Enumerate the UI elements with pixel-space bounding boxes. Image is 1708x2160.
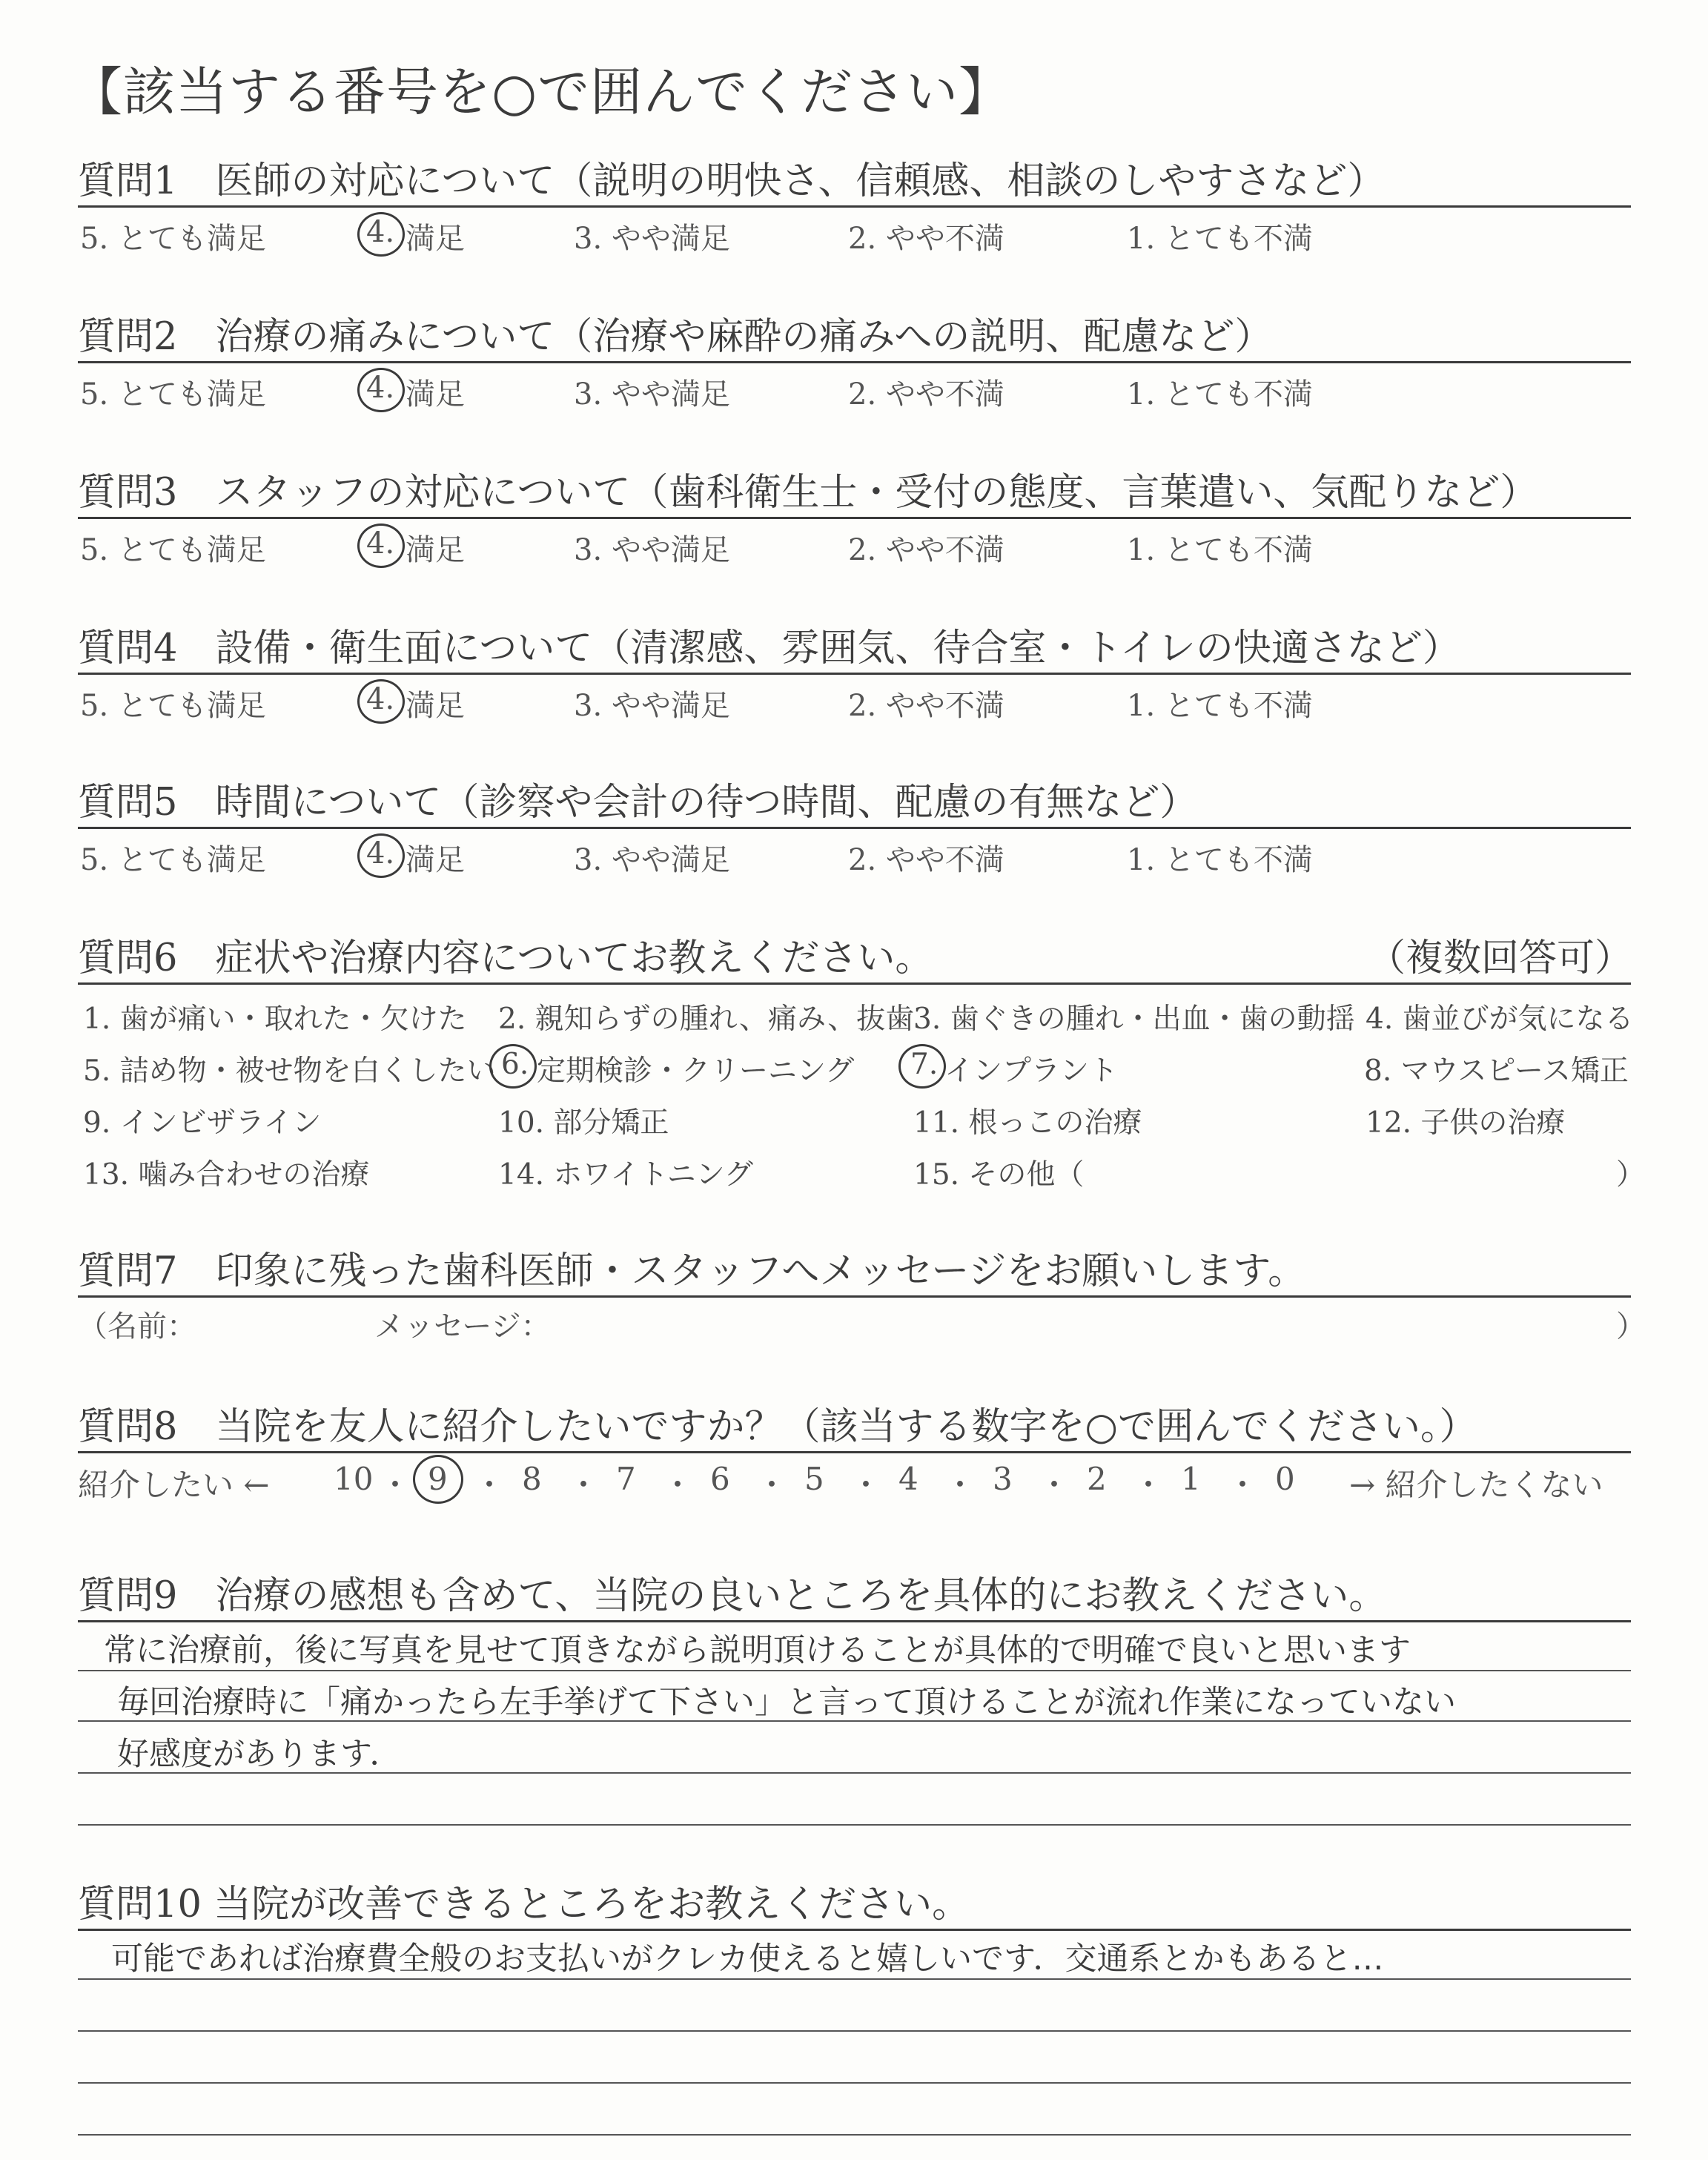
q8-scale-number-7[interactable]: 7	[616, 1461, 636, 1497]
q10-line	[78, 2030, 1631, 2032]
question-4-title: 質問4 設備・衛生面について（清潔感、雰囲気、待合室・トイレの快適さなど）	[78, 627, 1460, 670]
question-3-title: 質問3 スタッフの対応について（歯科衛生士・受付の態度、言葉遣い、気配りなど）	[78, 471, 1538, 515]
q8-scale-separator: ・	[1133, 1467, 1165, 1503]
q8-scale-separator: ・	[662, 1467, 694, 1503]
q10-answer-line-1[interactable]: 可能であれば治療費全般のお支払いがクレカ使えると嬉しいです．交通系とかもあると…	[111, 1941, 1384, 1978]
q6-item-2[interactable]: 2. 親知らずの腫れ、痛み、抜歯	[498, 1003, 915, 1036]
option-4-number[interactable]: 4.	[366, 682, 395, 716]
q9-answer-line-2[interactable]: 毎回治療時に「痛かったら左手挙げて下さい」と言って頂けることが流れ作業になっていない	[117, 1684, 1456, 1721]
selected-rating-circle-mark	[357, 212, 405, 257]
q6-item-7-label[interactable]: インプラント	[944, 1054, 1119, 1088]
q6-item-4[interactable]: 4. 歯並びが気になる	[1366, 1003, 1634, 1036]
q8-scale-separator: ・	[568, 1467, 600, 1503]
question-10-rule	[78, 1929, 1631, 1931]
question-3-rule	[78, 517, 1631, 519]
q8-scale-number-10[interactable]: 10	[334, 1461, 374, 1497]
option-3-somewhat-satisfied[interactable]: 3. やや満足	[574, 222, 730, 256]
q6-item-7-number[interactable]: 7.	[910, 1048, 939, 1081]
selected-rating-circle-mark	[357, 524, 405, 568]
q8-scale-separator: ・	[380, 1467, 411, 1503]
q8-scale-separator: ・	[756, 1467, 788, 1503]
option-5-very-satisfied[interactable]: 5. とても満足	[80, 377, 266, 412]
question-7-rule	[78, 1295, 1631, 1298]
q6-item-6-circle-mark	[489, 1044, 537, 1089]
selected-rating-circle-mark	[357, 679, 405, 724]
option-1-very-dissatisfied[interactable]: 1. とても不満	[1127, 843, 1313, 877]
option-4-number[interactable]: 4.	[366, 526, 395, 561]
option-3-somewhat-satisfied[interactable]: 3. やや満足	[574, 843, 730, 877]
option-2-somewhat-dissatisfied[interactable]: 2. やや不満	[848, 222, 1004, 256]
option-5-very-satisfied[interactable]: 5. とても満足	[80, 222, 266, 256]
q6-item-10[interactable]: 10. 部分矯正	[498, 1106, 669, 1140]
question-6-title: 質問6 症状や治療内容についてお教えください。	[78, 937, 933, 980]
q8-scale-number-2[interactable]: 2	[1087, 1461, 1107, 1497]
option-4-number[interactable]: 4.	[366, 371, 395, 405]
q8-scale-right-label: → 紹介したくない	[1349, 1467, 1603, 1503]
option-4-satisfied[interactable]: 満足	[406, 689, 465, 723]
option-2-somewhat-dissatisfied[interactable]: 2. やや不満	[848, 533, 1004, 567]
option-1-very-dissatisfied[interactable]: 1. とても不満	[1127, 377, 1313, 412]
q6-item-8[interactable]: 8. マウスピース矯正	[1364, 1054, 1629, 1088]
question-9-title: 質問9 治療の感想も含めて、当院の良いところを具体的にお教えください。	[78, 1574, 1387, 1618]
option-3-somewhat-satisfied[interactable]: 3. やや満足	[574, 533, 730, 567]
q6-item-14[interactable]: 14. ホワイトニング	[498, 1158, 753, 1192]
option-1-very-dissatisfied[interactable]: 1. とても不満	[1127, 533, 1313, 567]
q8-scale-number-3[interactable]: 3	[993, 1461, 1013, 1497]
q8-scale-number-0[interactable]: 0	[1275, 1461, 1295, 1497]
option-1-very-dissatisfied[interactable]: 1. とても不満	[1127, 222, 1313, 256]
option-2-somewhat-dissatisfied[interactable]: 2. やや不満	[848, 377, 1004, 412]
q6-item-15-close: ）	[1616, 1158, 1646, 1192]
q6-item-12[interactable]: 12. 子供の治療	[1366, 1106, 1566, 1140]
q8-scale-separator: ・	[1039, 1467, 1070, 1503]
question-9-rule	[78, 1620, 1631, 1622]
option-2-somewhat-dissatisfied[interactable]: 2. やや不満	[848, 689, 1004, 723]
q6-item-11[interactable]: 11. 根っこの治療	[913, 1106, 1142, 1140]
question-4-rule	[78, 673, 1631, 675]
q8-scale-number-1[interactable]: 1	[1181, 1461, 1201, 1497]
question-1-title: 質問1 医師の対応について（説明の明快さ、信頼感、相談のしやすさなど）	[78, 159, 1386, 203]
q10-line	[78, 2134, 1631, 2136]
q8-scale-number-5[interactable]: 5	[804, 1461, 824, 1497]
question-5-rule	[78, 827, 1631, 829]
q8-scale-left-label: 紹介したい ←	[78, 1467, 270, 1503]
q8-scale-separator: ・	[1227, 1467, 1259, 1503]
option-4-satisfied[interactable]: 満足	[406, 843, 465, 877]
q7-message-label: メッセージ：	[374, 1309, 551, 1344]
question-5-title: 質問5 時間について（診察や会計の待つ時間、配慮の有無など）	[78, 781, 1198, 825]
q6-item-1[interactable]: 1. 歯が痛い・取れた・欠けた	[83, 1003, 467, 1036]
q8-selected-circle-mark	[413, 1455, 463, 1504]
q6-item-6-number[interactable]: 6.	[501, 1048, 529, 1081]
option-3-somewhat-satisfied[interactable]: 3. やや満足	[574, 377, 730, 412]
q6-item-9[interactable]: 9. インビザライン	[83, 1106, 322, 1140]
option-5-very-satisfied[interactable]: 5. とても満足	[80, 843, 266, 877]
q9-answer-line-1[interactable]: 常に治療前，後に写真を見せて頂きながら説明頂けることが具体的で明確で良いと思います	[104, 1632, 1411, 1669]
q6-item-5[interactable]: 5. 詰め物・被せ物を白くしたい	[83, 1054, 496, 1088]
option-1-very-dissatisfied[interactable]: 1. とても不満	[1127, 689, 1313, 723]
q8-scale-separator: ・	[474, 1467, 506, 1503]
q6-item-3[interactable]: 3. 歯ぐきの腫れ・出血・歯の動揺	[913, 1003, 1355, 1036]
question-8-rule	[78, 1451, 1631, 1453]
option-4-number[interactable]: 4.	[366, 836, 395, 871]
q6-item-15[interactable]: 15. その他（	[913, 1158, 1085, 1192]
q8-scale-number-8[interactable]: 8	[522, 1461, 542, 1497]
form-header: 【該当する番号を○で囲んでください】	[70, 62, 1012, 122]
question-10-title: 質問10 当院が改善できるところをお教えください。	[78, 1883, 970, 1926]
q9-answer-line-3[interactable]: 好感度があります．	[117, 1736, 402, 1773]
q7-close: ）	[1616, 1309, 1646, 1344]
option-4-satisfied[interactable]: 満足	[406, 533, 465, 567]
question-2-rule	[78, 361, 1631, 363]
q8-scale-separator: ・	[850, 1467, 882, 1503]
q9-line	[78, 1824, 1631, 1826]
question-7-title: 質問7 印象に残った歯科医師・スタッフへメッセージをお願いします。	[78, 1249, 1306, 1293]
selected-rating-circle-mark	[357, 368, 405, 412]
option-3-somewhat-satisfied[interactable]: 3. やや満足	[574, 689, 730, 723]
q6-item-6-label[interactable]: 定期検診・クリーニング	[537, 1054, 855, 1088]
question-1-rule	[78, 205, 1631, 208]
q8-scale-separator: ・	[944, 1467, 976, 1503]
option-2-somewhat-dissatisfied[interactable]: 2. やや不満	[848, 843, 1004, 877]
option-5-very-satisfied[interactable]: 5. とても満足	[80, 689, 266, 723]
q8-scale-number-4[interactable]: 4	[898, 1461, 918, 1497]
option-4-satisfied[interactable]: 満足	[406, 377, 465, 412]
q6-item-13[interactable]: 13. 噛み合わせの治療	[83, 1158, 370, 1192]
question-6-rule	[78, 982, 1631, 985]
option-4-satisfied[interactable]: 満足	[406, 222, 465, 256]
q7-name-label: （名前：	[78, 1309, 196, 1344]
option-4-number[interactable]: 4.	[366, 215, 395, 249]
q6-item-7-circle-mark	[898, 1044, 946, 1089]
q10-line	[78, 2082, 1631, 2084]
question-8-title: 質問8 当院を友人に紹介したいですか？（該当する数字を○で囲んでください。）	[78, 1405, 1477, 1449]
question-2-title: 質問2 治療の痛みについて（治療や麻酔の痛みへの説明、配慮など）	[78, 315, 1273, 359]
option-5-very-satisfied[interactable]: 5. とても満足	[80, 533, 266, 567]
q8-scale-number-6[interactable]: 6	[710, 1461, 730, 1497]
q8-scale-number-9[interactable]: 9	[428, 1461, 448, 1497]
selected-rating-circle-mark	[357, 833, 405, 878]
question-6-note: （複数回答可）	[1368, 937, 1633, 980]
